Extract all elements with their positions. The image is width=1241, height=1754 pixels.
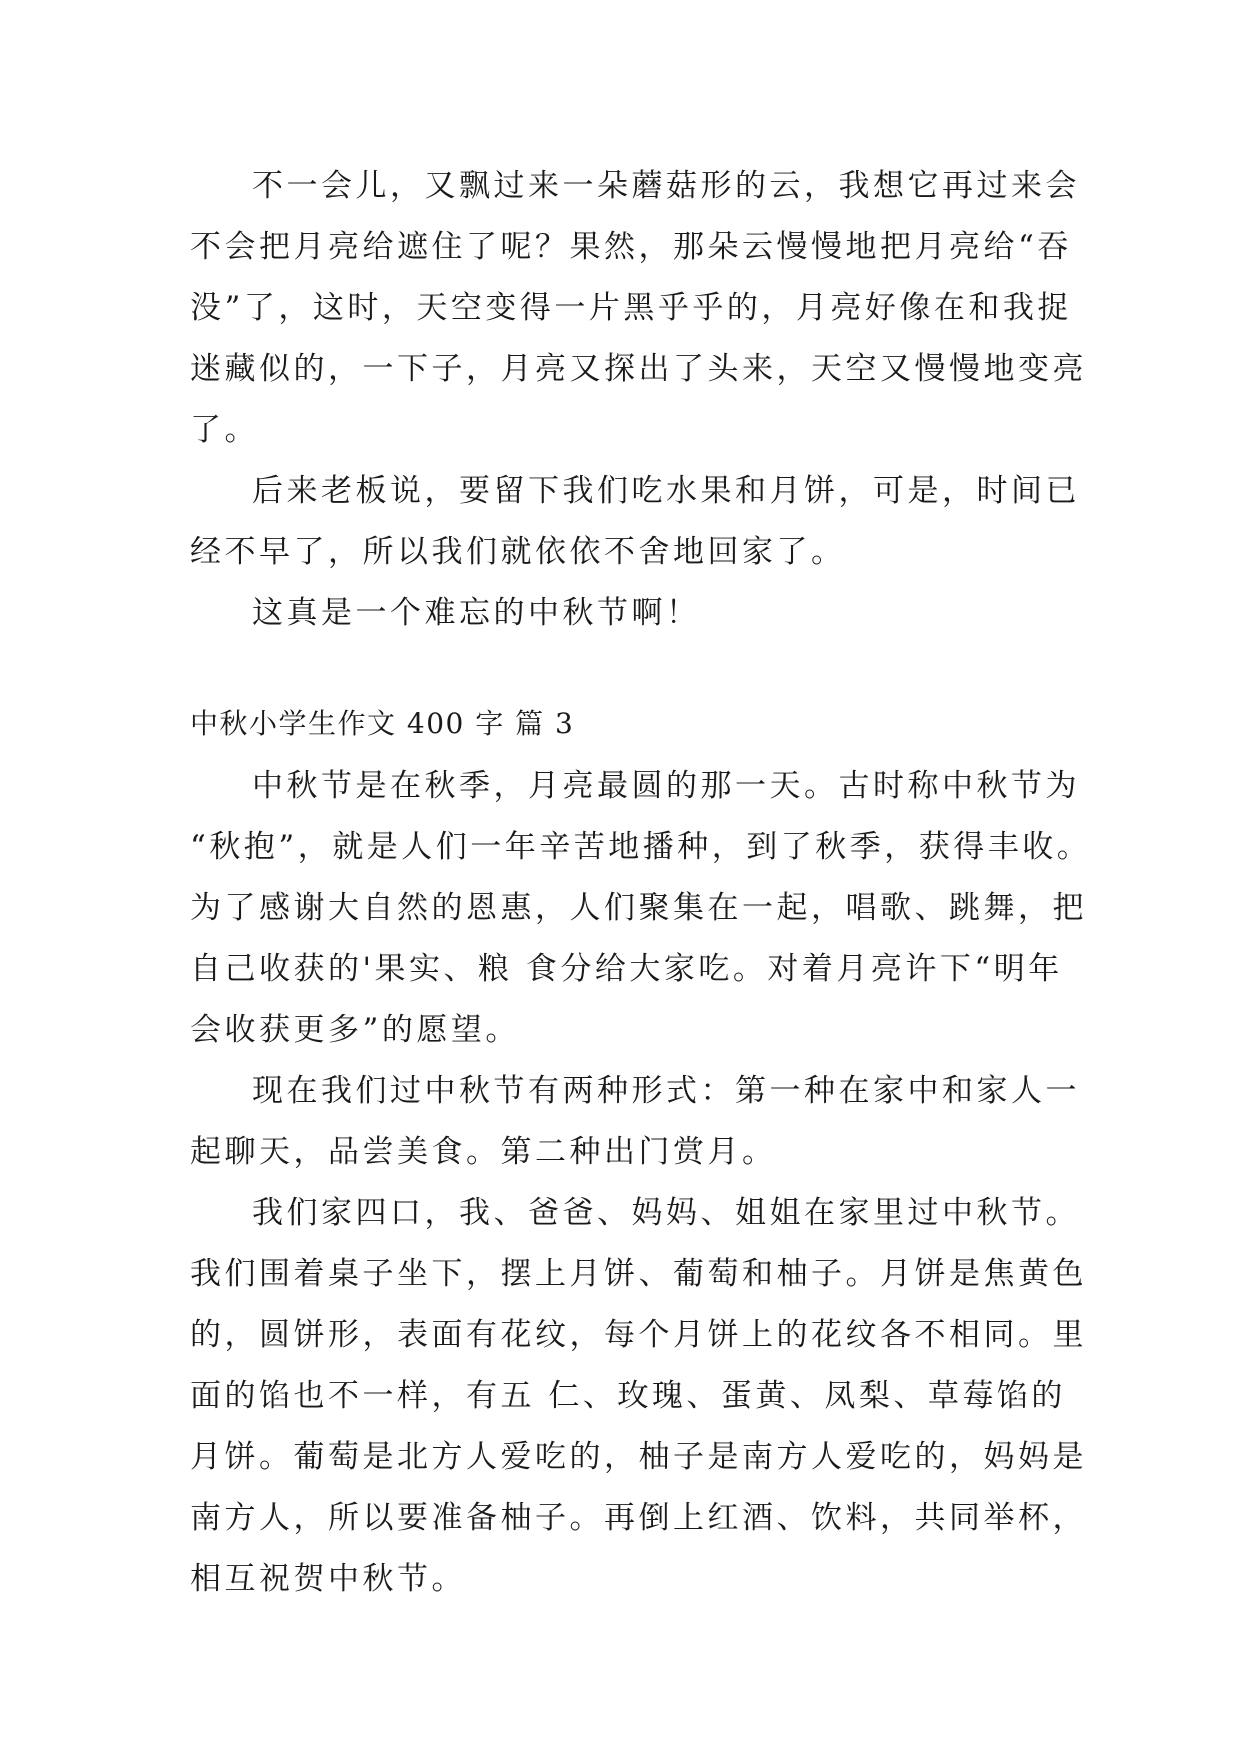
s2-p3-line-1: 这真是一个难忘的中秋节啊！ — [252, 595, 701, 631]
s3-p2-line-1: 现在我们过中秋节有两种形式：第一种在家中和家人一 — [252, 1073, 1080, 1109]
s2-p2-line-1: 后来老板说，要留下我们吃水果和月饼，可是，时间已 — [252, 473, 1080, 509]
s3-p1-line-3: 为了感谢大自然的恩惠，人们聚集在一起，唱歌、跳舞，把 — [190, 890, 1087, 926]
s3-p1-line-5: 会收获更多”的愿望。 — [190, 1012, 520, 1048]
s3-p3-line-7: 相互祝贺中秋节。 — [190, 1561, 466, 1597]
s3-p1-line-1: 中秋节是在秋季，月亮最圆的那一天。古时称中秋节为 — [252, 768, 1080, 804]
s2-p1-line-3: 没”了，这时，天空变得一片黑乎乎的，月亮好像在和我捉 — [190, 290, 1072, 326]
s3-p3-line-2: 我们围着桌子坐下，摆上月饼、葡萄和柚子。月饼是焦黄色 — [190, 1256, 1087, 1292]
s2-p1-line-4: 迷藏似的，一下子，月亮又探出了头来，天空又慢慢地变亮 — [190, 351, 1087, 387]
s3-p3-line-1: 我们家四口，我、爸爸、妈妈、姐姐在家里过中秋节。 — [252, 1195, 1080, 1231]
s2-p1-line-1: 不一会儿，又飘过来一朵蘑菇形的云，我想它再过来会 — [252, 168, 1080, 204]
s3-p2-line-2: 起聊天，品尝美食。第二种出门赏月。 — [190, 1134, 777, 1170]
section-heading: 中秋小学生作文 400 字 篇 3 — [190, 707, 575, 740]
s3-p3-line-5: 月饼。葡萄是北方人爱吃的，柚子是南方人爱吃的，妈妈是 — [190, 1439, 1087, 1475]
s2-p2-line-2: 经不早了，所以我们就依依不舍地回家了。 — [190, 534, 846, 570]
s3-p1-line-2: “秋抱”，就是人们一年辛苦地播种，到了秋季，获得丰收。 — [190, 829, 1092, 865]
s3-p3-line-3: 的，圆饼形，表面有花纹，每个月饼上的花纹各不相同。里 — [190, 1317, 1087, 1353]
s3-p1-line-4: 自己收获的'果实、粮 食分给大家吃。对着月亮许下“明年 — [190, 951, 1063, 987]
s3-p3-line-6: 南方人，所以要准备柚子。再倒上红酒、饮料，共同举杯， — [190, 1500, 1087, 1536]
s2-p1-line-5: 了。 — [190, 412, 259, 448]
s2-p1-line-2: 不会把月亮给遮住了呢？果然，那朵云慢慢地把月亮给“吞 — [190, 229, 1072, 265]
s3-p3-line-4: 面的馅也不一样，有五 仁、玫瑰、蛋黄、凤梨、草莓馅的 — [190, 1378, 1066, 1414]
